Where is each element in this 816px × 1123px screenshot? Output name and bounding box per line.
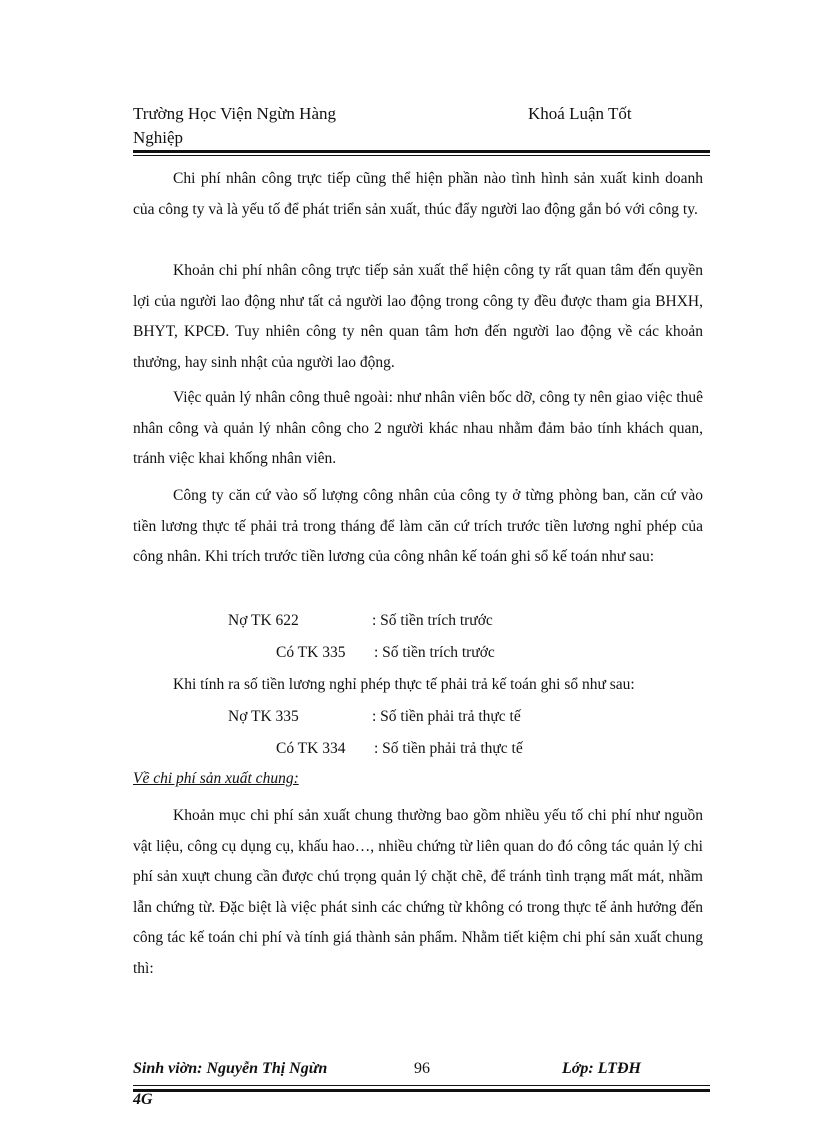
entry2-debit-desc: : Số tiền phải trả thực tế [372, 708, 521, 725]
footer-rule-thin [133, 1085, 710, 1086]
entry2-debit-label: Nợ TK 335 [228, 708, 299, 725]
header-thesis-title: Khoá Luận Tốt [528, 104, 632, 123]
entry1-debit-desc: : Số tiền trích trước [372, 612, 493, 629]
header-rule-thick [133, 150, 710, 153]
footer-class: Lớp: LTĐH [562, 1060, 641, 1077]
footer-page-number: 96 [414, 1060, 430, 1077]
paragraph-2: Khoản chi phí nhân công trực tiếp sản xuất thể hiện công ty rất quan tâm đến quyền lợi của người lao động như tất cả người lao động trong công ty đều được tham gia BHXH, BHYT, KPCĐ. Tuy nhiên công ty nên quan tâm hơn đến người lao động về các khoản thưởng, hay sinh nhật của người lao động. [133, 262, 703, 371]
entry1-debit-label: Nợ TK 622 [228, 612, 299, 629]
header-school-name: Trường Học Viện Ngừn Hàng [133, 104, 337, 123]
entry-intro: Khi tính ra số tiền lương nghỉ phép thực tế phải trả kế toán ghi sổ như sau: [173, 676, 635, 693]
footer-student-name: Sinh viờn: Nguyễn Thị Ngừn [133, 1060, 328, 1077]
footer-rule-thick [133, 1089, 710, 1092]
paragraph-3: Việc quản lý nhân công thuê ngoài: như nhân viên bốc dỡ, công ty nên giao việc thuê nhân công và quản lý nhân công cho 2 người khác nhau nhằm đảm bảo tính khách quan, tránh việc khai khống nhân viên. [133, 389, 703, 467]
header-school-name-cont: Nghiệp [133, 128, 184, 147]
paragraph-5: Khoản mục chi phí sản xuất chung thường bao gồm nhiều yếu tố chi phí như nguồn vật liệu, công cụ dụng cụ, khấu hao…, nhiều chứng từ liên quan do đó công tác quản lý chi phí sản xuựt chung cần được chú trọng quản lý chặt chẽ, để tránh tình trạng mất mát, nhầm lẫn chứng từ. Đặc biệt là việc phát sinh các chứng từ không có trong thực tế ảnh hưởng đến công tác kế toán chi phí và tính giá thành sản phẩm. Nhằm tiết kiệm chi phí sản xuất chung thì: [133, 807, 703, 977]
header-rule-thin [133, 155, 710, 156]
entry1-credit-label: Có TK 335 [276, 644, 346, 661]
paragraph-1: Chi phí nhân công trực tiếp cũng thể hiện phần nào tình hình sản xuất kinh doanh của công ty và là yếu tố để phát triển sản xuất, thúc đẩy người lao động gắn bó với công ty. [133, 170, 703, 218]
entry2-credit-desc: : Số tiền phải trả thực tế [374, 740, 523, 757]
entry2-credit-label: Có TK 334 [276, 740, 346, 757]
paragraph-4: Công ty căn cứ vào số lượng công nhân của công ty ở từng phòng ban, căn cứ vào tiền lương thực tế phải trả trong tháng để làm căn cứ trích trước tiền lương nghỉ phép của công nhân. Khi trích trước tiền lương của công nhân kế toán ghi sổ kế toán như sau: [133, 487, 703, 565]
entry1-credit-desc: : Số tiền trích trước [374, 644, 495, 661]
footer-student-name-cont: 4G [133, 1091, 153, 1108]
section-heading: Về chi phí sản xuất chung: [133, 770, 299, 787]
